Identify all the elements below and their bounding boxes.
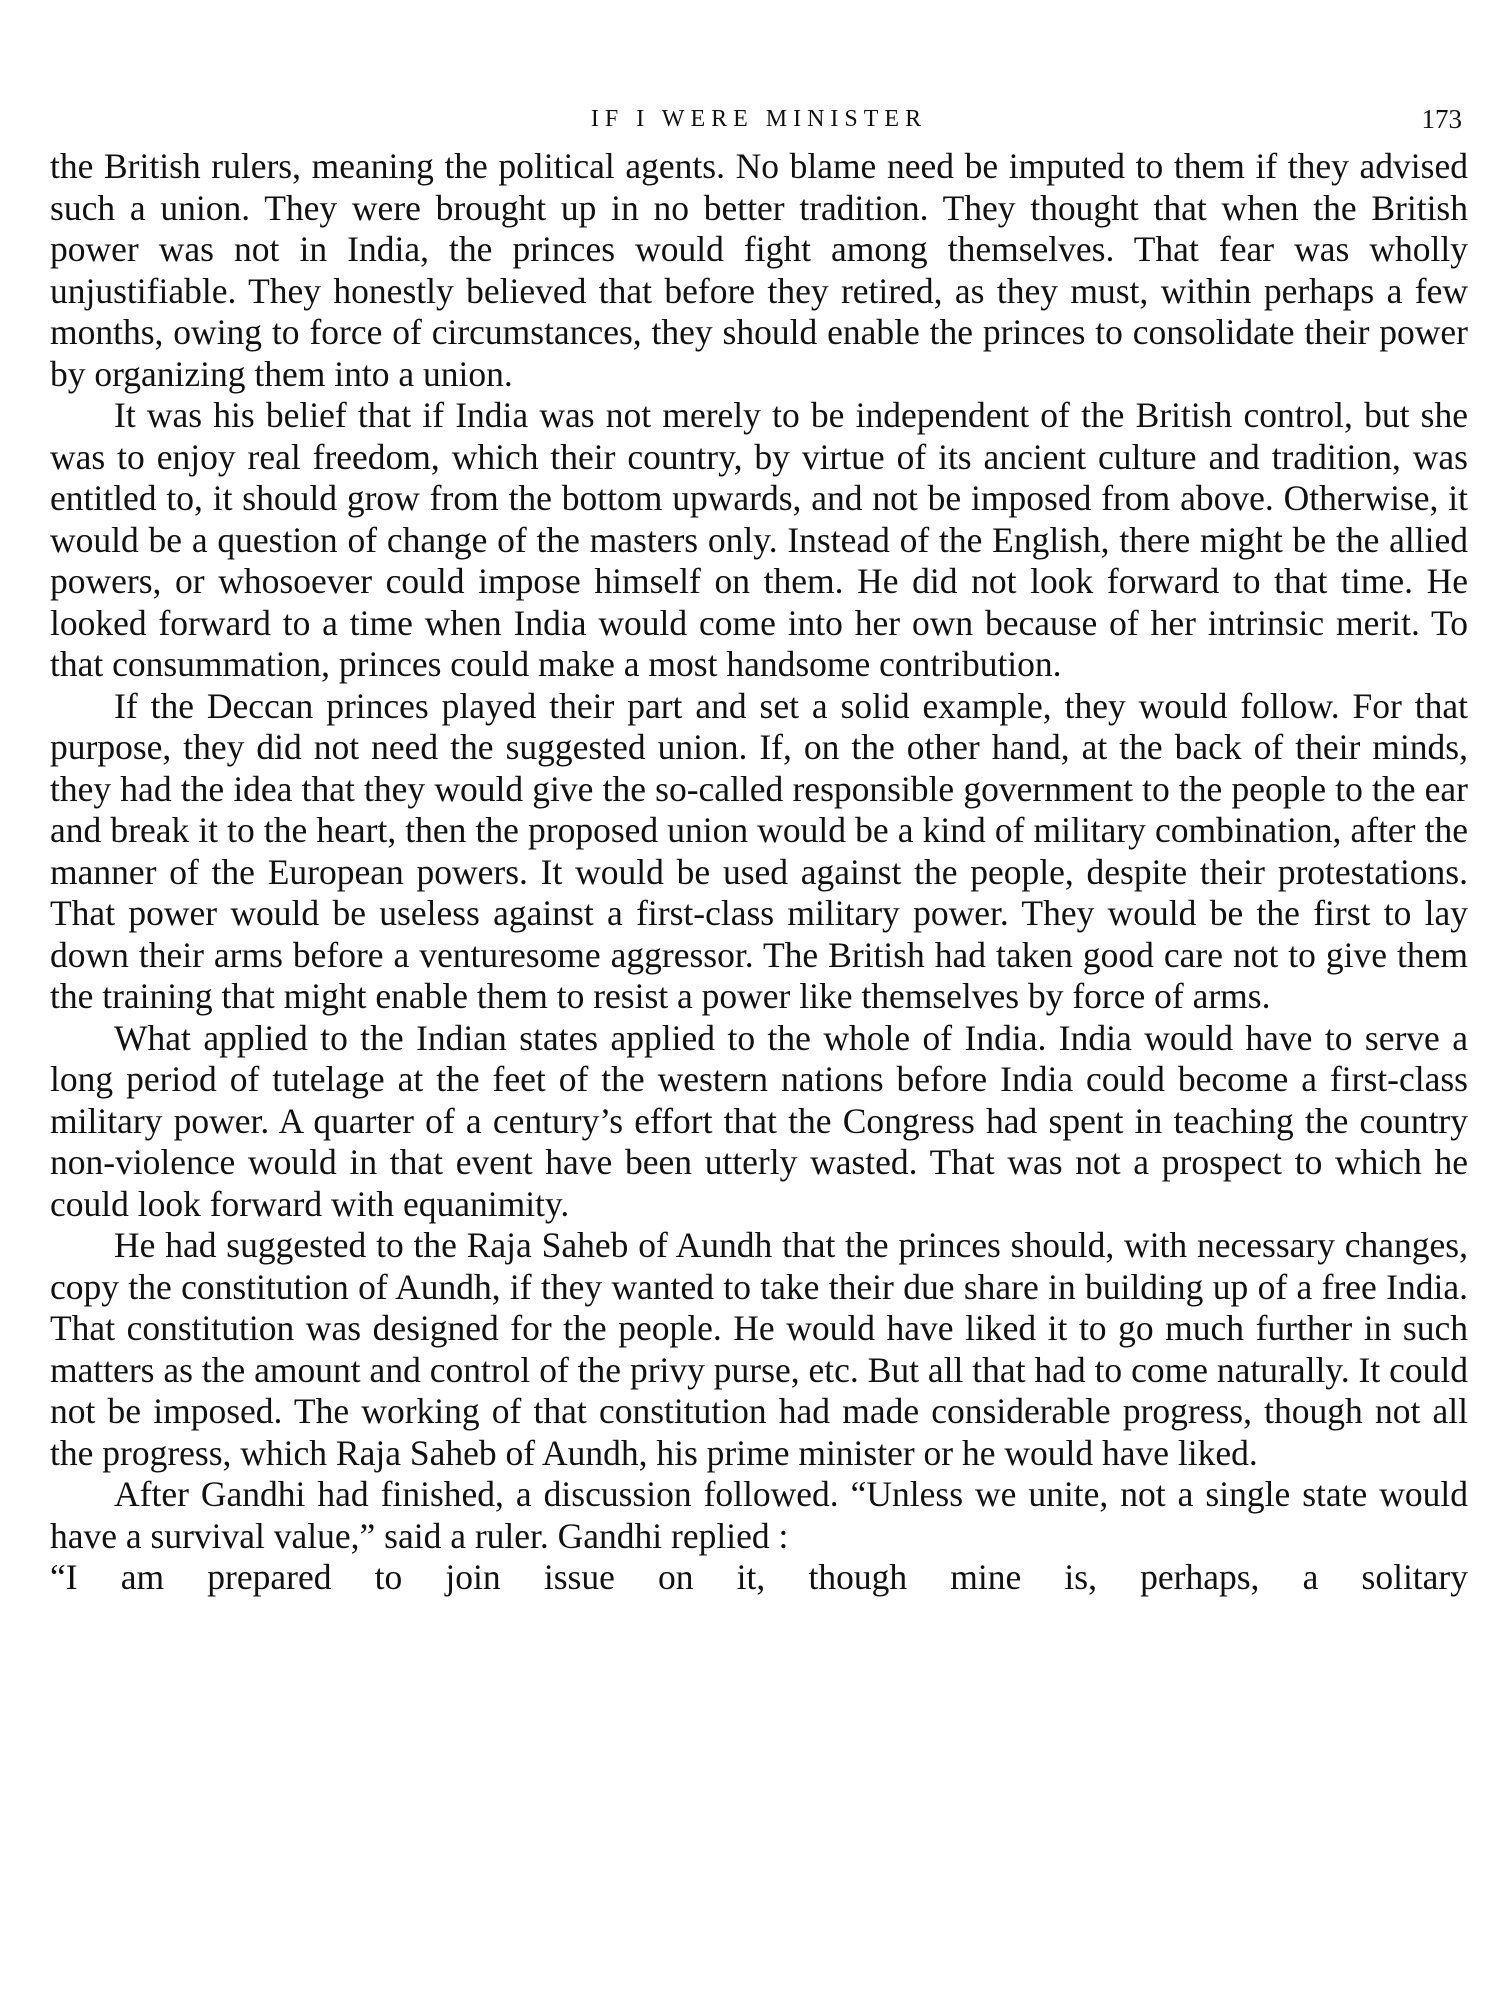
page-number: 173 [1421,104,1462,134]
paragraph-3: If the Deccan princes played their part and set a solid example, they would follow. For that purpose, they did not need the suggested union. If, on the other hand, at the back of their minds, they had the idea that they would give the so-called responsible government to the people to the ear and break it to the heart, then the proposed union would be a kind of military combination, after the manner of the European powers. It would be used against the people, despite their protestations. That power would be useless against a first-class military power. They would be the first to lay down their arms before a venturesome aggressor. The British had taken good care not to give them the training that might enable them to resist a power like themselves by force of arms. [50,685,1468,1016]
paragraph-7-quote: “I am prepared to join issue on it, though mine is, perhaps, a solitary [50,1557,1468,1597]
running-title: IF I WERE MINISTER [590,106,928,132]
paragraph-5: He had suggested to the Raja Saheb of Aundh that the princes should, with necessary changes, copy the constitution of Aundh, if they wanted to take their due share in building up of a free India. That constitution was designed for the people. He would have liked it to go much further in such matters as the amount and control of the privy purse, etc. But all that had to come naturally. It could not be imposed. The working of that constitution had made considerable progress, though not all the progress, which Raja Saheb of Aundh, his prime minister or he would have liked. [50,1225,1468,1473]
paragraph-1: the British rulers, meaning the political agents. No blame need be imputed to them if they advised such a union. They were brought up in no better tradition. They thought that when the British power was not in India, the princes would fight among themselves. That fear was wholly unjustifiable. They honestly believed that before they retired, as they must, within perhaps a few months, owing to force of circumstances, they should enable the princes to consolidate their power by organizing them into a union. [50,146,1468,394]
paragraph-2: It was his belief that if India was not merely to be independent of the British control, but she was to enjoy real freedom, which their country, by virtue of its ancient culture and tradition, was entitled to, it should grow from the bottom upwards, and not be imposed from above. Otherwise, it would be a question of change of the masters only. Instead of the English, there might be the allied powers, or whosoever could impose himself on them. He did not look forward to that time. He looked forward to a time when India would come into her own because of her intrinsic merit. To that consummation, princes could make a most handsome contribution. [50,395,1468,684]
page-header [50,100,1468,146]
book-page [50,100,1468,1599]
paragraph-6: After Gandhi had finished, a discussion followed. “Unless we unite, not a single state would have a survival value,” said a ruler. Gandhi replied : [50,1474,1468,1556]
body-text [50,146,1468,1599]
paragraph-4: What applied to the Indian states applied to the whole of India. India would have to serve a long period of tutelage at the feet of the western nations before India could become a first-class military power. A quarter of a century’s effort that the Congress had spent in teaching the country non-violence would in that event have been utterly wasted. That was not a prospect to which he could look forward with equanimity. [50,1017,1468,1224]
